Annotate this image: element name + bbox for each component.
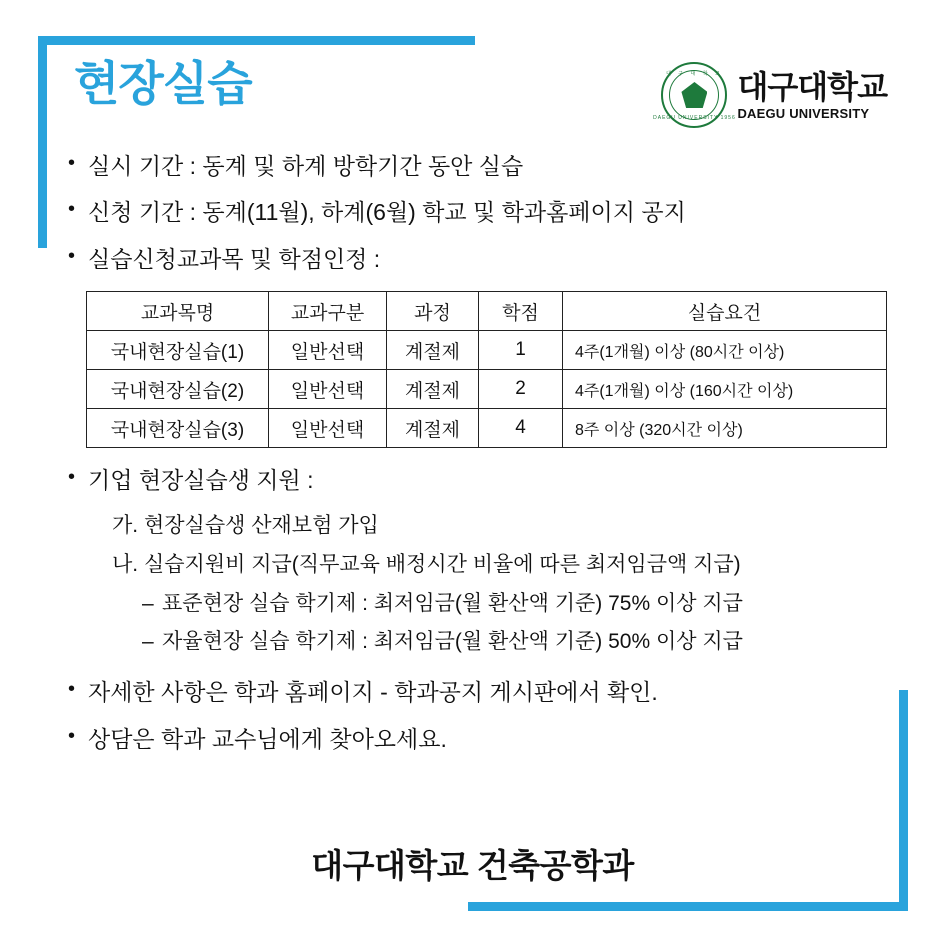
table-row bbox=[87, 409, 887, 448]
bullet-item: • 실습신청교과목 및 학점인정 : bbox=[66, 245, 945, 274]
table-cell-course-type: 일반선택 bbox=[269, 409, 387, 448]
table-cell-credits: 2 bbox=[479, 370, 563, 409]
table-cell-requirement: 8주 이상 (320시간 이상) bbox=[563, 409, 887, 448]
table-row bbox=[87, 370, 887, 409]
table-cell-credits: 4 bbox=[479, 409, 563, 448]
document-body bbox=[0, 152, 945, 771]
emblem-bottom-text: DAEGU UNIVERSITY 1956 bbox=[653, 115, 736, 121]
course-credit-table bbox=[86, 291, 887, 448]
support-sub-item: 나. 실습지원비 지급(직무교육 배정시간 비율에 따른 최저임금액 지급) bbox=[112, 552, 741, 576]
bullet-item: • 실시 기간 : 동계 및 하계 방학기간 동안 실습 bbox=[66, 152, 945, 181]
table-cell-credits: 1 bbox=[479, 331, 563, 370]
frame-bar-bottom bbox=[468, 902, 908, 911]
emblem-top-text: 대 구 대 학 교 bbox=[666, 71, 723, 77]
table-cell-program: 계절제 bbox=[387, 409, 479, 448]
support-dash-item: – 표준현장 실습 학기제 : 최저임금(월 환산액 기준) 75% 이상 지급 bbox=[142, 591, 945, 618]
university-logo bbox=[653, 62, 887, 128]
table-row bbox=[87, 331, 887, 370]
logo-name-en: DAEGU UNIVERSITY bbox=[737, 105, 870, 121]
bullet-item: • 신청 기간 : 동계(11월), 하계(6월) 학교 및 학과홈페이지 공지 bbox=[66, 198, 945, 227]
page-title: 현장실습 bbox=[74, 57, 252, 110]
table-cell-course-name: 국내현장실습(1) bbox=[87, 331, 269, 370]
table-cell-course-name: 국내현장실습(2) bbox=[87, 370, 269, 409]
bullet-item: • 상담은 학과 교수님에게 찾아오세요. bbox=[66, 725, 945, 754]
table-cell-course-type: 일반선택 bbox=[269, 331, 387, 370]
support-sub-item: 가. 현장실습생 산재보험 가입 bbox=[112, 513, 379, 537]
table-header-cell: 교과목명 bbox=[87, 292, 269, 331]
bullet-item-support: • 기업 현장실습생 지원 : bbox=[66, 466, 945, 495]
footer-department: 대구대학교 건축공학과 bbox=[311, 847, 634, 884]
table-cell-program: 계절제 bbox=[387, 331, 479, 370]
university-emblem-icon bbox=[653, 62, 736, 128]
table-header-cell: 실습요건 bbox=[563, 292, 887, 331]
table-header-row bbox=[87, 292, 887, 331]
table-header-cell: 과정 bbox=[387, 292, 479, 331]
emblem-ring-text bbox=[653, 64, 736, 126]
logo-text-block bbox=[737, 68, 887, 121]
table-cell-course-name: 국내현장실습(3) bbox=[87, 409, 269, 448]
frame-bar-top bbox=[38, 36, 475, 45]
support-dash-item: – 자율현장 실습 학기제 : 최저임금(월 환산액 기준) 50% 이상 지급 bbox=[142, 629, 945, 656]
table-cell-program: 계절제 bbox=[387, 370, 479, 409]
table-header-cell: 교과구분 bbox=[269, 292, 387, 331]
table-header-cell: 학점 bbox=[479, 292, 563, 331]
logo-name-ko: 대구대학교 bbox=[737, 68, 887, 105]
table-cell-course-type: 일반선택 bbox=[269, 370, 387, 409]
table-cell-requirement: 4주(1개월) 이상 (80시간 이상) bbox=[563, 331, 887, 370]
table-cell-requirement: 4주(1개월) 이상 (160시간 이상) bbox=[563, 370, 887, 409]
bullet-item: • 자세한 사항은 학과 홈페이지 - 학과공지 게시판에서 확인. bbox=[66, 678, 945, 707]
page-header bbox=[0, 57, 945, 150]
